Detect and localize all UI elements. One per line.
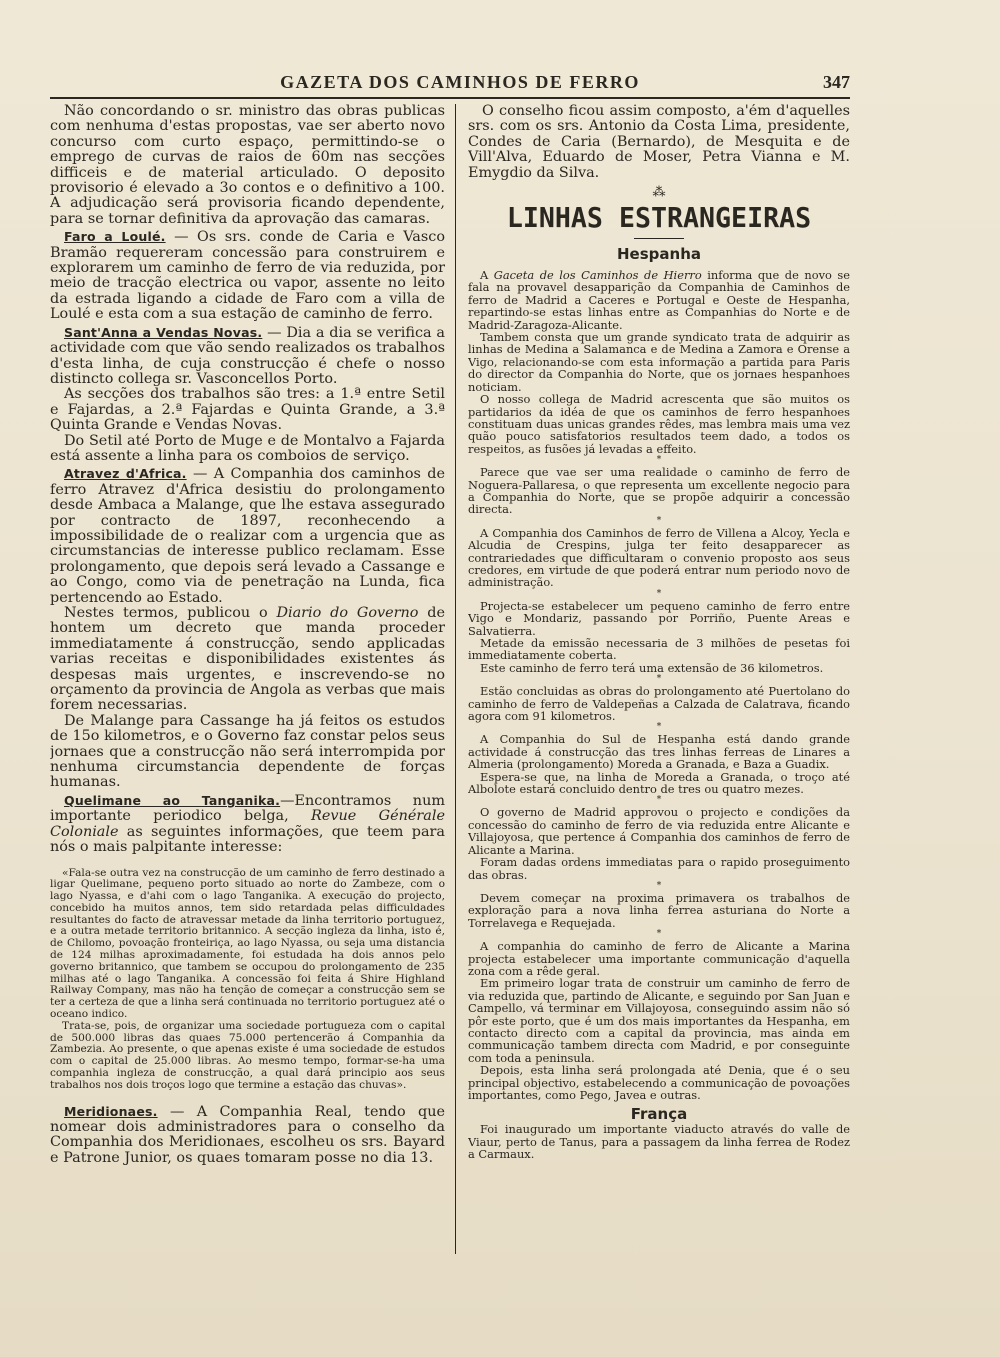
news-item: Espera-se que, na linha de Moreda a Granada, o troço até Albolote estará concluido dentro de tres ou quatro mezes. — [468, 769, 850, 797]
news-item: A Companhia do Sul de Hespanha está dando grande actividade á construcção das tres linhas ferreas de Linares a Almeria (prolongamento) Moreda a Granada, e Baza a Guadix. — [468, 732, 850, 772]
article-atravez: Atravez d'Africa. — A Companhia dos caminhos de ferro Atravez d'Africa desistiu do prolongamento desde Ambaca a Malange, que lhe estava assegurado por contracto de 1897, reconhecendo a impossibilidade de o realizar com a urgencia que as circumstancias de interesse publico reclamam. Esse prolongamento, que depois será levado a Cassange e ao Congo, como via de penetração na Lunda, fica pertencendo ao Estado. — [50, 466, 445, 606]
section-heading: Sant'Anna a Vendas Novas. — [64, 324, 263, 340]
news-item: A Companhia dos Caminhos de ferro de Villena a Alcoy, Yecla e Alcudia de Crespins, julga ter feito desapparecer as contrariedades que difficultaram o convenio proposto aos seus credores, em virtude de que poderá entrar num periodo novo de administração. — [468, 525, 850, 590]
news-item: O nosso collega de Madrid acrescenta que são muitos os partidarios da idéa de que os caminhos de ferro hespanhoes constituam duas unicas grandes rêdes, mas lembra mais uma vez quão pouco satisfatorios resultados teem dado, a todos os respeitos, as fusões já levadas a effeito. — [468, 392, 850, 456]
ornament-icon: ⁂ — [652, 185, 666, 201]
article-paragraph: As secções dos trabalhos são tres: a 1.ª entre Setil e Fajardas, a 2.ª Fajardas e Quinta Grande, a 3.ª Quinta Grande e Vendas Novas. — [50, 386, 445, 434]
article-meridionaes: Meridionaes. — A Companhia Real, tendo que nomear dois administradores para o conselho da Companhia dos Meridionaes, escolheu os srs. Bayard e Patrone Junior, os quaes tomaram posse no dia 13. — [50, 1103, 445, 1166]
section-title: LINHAS ESTRANGEIRAS — [506, 201, 812, 235]
quoted-text: Trata-se, pois, de organizar uma sociedade portugueza com o capital de 500.000 libras das quaes 75.000 pertencerão á Companhia da Zambezia. Ao presente, o que apenas existe é uma sociedade de estudos com o capital de 25.000 libras. Ao mesmo tempo, formar-se-ha uma companhia ingleza de construcção, a qual dará principio aos seus trabalhos nos dois troços logo que termine a estação das chuvas». — [50, 1019, 445, 1091]
header-rule — [50, 97, 850, 99]
news-item: Depois, esta linha será prolongada até Denia, que é o seu principal objectivo, estabelecendo a communicação de povoações importantes, como Pego, Javea e outras. — [468, 1063, 850, 1102]
news-item: Projecta-se estabelecer um pequeno caminho de ferro entre Vigo e Mondariz, passando por Porriño, Puente Areas e Salvatierra. — [468, 598, 850, 638]
title-rule — [634, 238, 684, 239]
news-item: Parece que vae ser uma realidade o caminho de ferro de Noguera-Pallaresa, o que representa um excellente negocio para a Companhia do Norte, que se propõe adquirir a concessão directa. — [468, 465, 850, 517]
article-paragraph: Nestes termos, publicou o Diario do Governo de hontem um decreto que manda proceder immediatamente á construcção, sendo applicadas varias receitas e disponibilidades existentes ás despesas mais urgentes, e inscrevendo-se no orçamento da provincia de Angola as verbas que mais forem necessarias. — [50, 605, 445, 714]
asterisk-separator: * — [656, 515, 662, 526]
asterisk-separator: * — [656, 722, 662, 733]
asterisk-separator: * — [656, 880, 662, 891]
section-heading: Atravez d'Africa. — [64, 466, 187, 482]
news-item: Metade da emissão necessaria de 3 milhões de pesetas foi immediatamente coberta. — [468, 636, 850, 663]
column-divider — [455, 104, 456, 1254]
asterisk-separator: * — [656, 929, 662, 940]
asterisk-separator: * — [656, 588, 662, 599]
news-item: Este caminho de ferro terá uma extensão de 36 kilometros. — [480, 660, 824, 675]
section-heading: Faro a Loulé. — [64, 229, 166, 245]
article-paragraph: O conselho ficou assim composto, a'ém d'aquelles srs. com os srs. Antonio da Costa Lima, presidente, Condes de Caria (Bernardo), de Mesquita e de Vill'Alva, Eduardo de Moser, Petra Vianna e M. Emygdio da Silva. — [468, 104, 850, 181]
news-item: A Gaceta de los Caminhos de Hierro informa que de novo se fala na provavel desapparição da Companhia de Caminhos de ferro de Madrid a Caceres e Portugal e Oeste de Hespanha, repartindo-se estas linhas entre as Companhias do Norte e de Madrid-Zaragoza-Alicante. — [468, 268, 850, 332]
left-column — [50, 104, 445, 1166]
asterisk-separator: * — [656, 795, 662, 806]
news-item: Foram dadas ordens immediatas para o rapido proseguimento das obras. — [468, 855, 850, 882]
section-heading: Quelimane ao Tanganika. — [64, 792, 281, 808]
news-item: Tambem consta que um grande syndicato trata de adquirir as linhas de Medina a Salamanca e de Medina a Zamora e Orense a Vigo, relacionando-se com esta informação a partida para Paris do director da Companhia do Norte, que os jornaes hespanhoes noticiam. — [468, 330, 850, 394]
right-column — [468, 104, 850, 1161]
news-item: O governo de Madrid approvou o projecto e condições da concessão do caminho de ferro de via reduzida entre Alicante e Villajoyosa, que pertence á Companhia dos caminhos de ferro de Alicante a Marina. — [468, 805, 850, 857]
asterisk-separator: * — [656, 455, 662, 466]
quoted-text: «Fala-se outra vez na construcção de um caminho de ferro destinado a ligar Quelimane, pequeno porto situado ao norte do Zambeze, com o lago Nyassa, e d'ahi com o lago Tanganika. A execução do projecto, concebido ha muitos annos, tem sido retardada pelas difficuldades resultantes do facto de atravessar metade da linha territorio portuguez, e a outra metade territorio britannico. A secção ingleza da linha, isto é, de Chilomo, povoação fronteiriça, ao lago Nyassa, ou seja uma distancia de 124 milhas aproximadamente, foi estudada ha dois annos pelo governo britannico, que tambem se occupou do prolongamento de 235 milhas até o lago Tanganika. A concessão foi feita á Shire Highland Railway Company, mas não ha tenção de começar a construcção sem se ter a certeza de que a linha será continuada no territorio portuguez até o oceano indico. — [50, 866, 445, 1021]
section-heading: Meridionaes. — [64, 1103, 158, 1119]
page-header-title: GAZETA DOS CAMINHOS DE FERRO — [280, 72, 640, 92]
asterisk-separator: * — [656, 674, 662, 685]
article-paragraph: De Malange para Cassange ha já feitos os estudos de 15o kilometros, e o Governo faz constar pelos seus jornaes que a construcção não será interrompida por nenhuma circumstancia dependente de forças humanas. — [50, 712, 445, 791]
article-santanna: Sant'Anna a Vendas Novas. — Dia a dia se verifica a actividade com que vão sendo realizados os trabalhos d'esta linha, de cuja construcção é chefe o nosso distincto collega sr. Vasconcellos Porto. — [50, 324, 445, 387]
article-quelimane: Quelimane ao Tanganika.—Encontramos num importante periodico belga, Revue Générale Coloniale as seguintes informações, que teem para nós o mais palpitante interesse: — [50, 792, 445, 856]
article-faro: Faro a Loulé. — Os srs. conde de Caria e Vasco Bramão requereram concessão para construirem e explorarem um caminho de ferro de via reduzida, por meio de tracção electrica ou vapor, assente no leito da estrada ligando a cidade de Faro com a villa de Loulé e esta com a sua estação de caminho de ferro. — [50, 229, 445, 323]
page-number: 347 — [823, 72, 850, 92]
country-heading: Hespanha — [617, 245, 701, 264]
news-item: Foi inaugurado um importante viaducto através do valle de Viaur, perto de Tanus, para a passagem da linha ferrea de Rodez a Carmaux. — [468, 1122, 850, 1161]
news-item: A companhia do caminho de ferro de Alicante a Marina projecta estabelecer uma importante communicação d'aquella zona com a rêde geral. — [468, 939, 850, 978]
news-item: Estão concluidas as obras do prolongamento até Puertolano do caminho de ferro de Valdepeñas a Calzada de Calatrava, ficando agora com 91 kilometros. — [468, 684, 850, 724]
news-item: Em primeiro logar trata de construir um caminho de ferro de via reduzida que, partindo de Alicante, e seguindo por San Juan e Campello, vá terminar em Villajoyosa, conseguindo assim não só pôr este porto, que é um dos mais importantes da Hespanha, em contacto directo com a capital da provincia, mas ainda em communicação tambem directa com Madrid, e por conseguinte com toda a peninsula. — [468, 976, 850, 1065]
news-item: Devem começar na proxima primavera os trabalhos de exploração para a nova linha ferrea asturiana do Norte a Torrelavega e Requejada. — [468, 890, 850, 930]
article-paragraph: Do Setil até Porto de Muge e de Montalvo a Fajarda está assente a linha para os comboios de serviço. — [50, 432, 445, 464]
article-paragraph: Não concordando o sr. ministro das obras publicas com nenhuma d'estas propostas, vae ser aberto novo concurso com curto espaço, permittindo-se o emprego de curvas de raios de 60m nas secções difficeis e de material articulado. O deposito provisorio é elevado a 3o contos e o definitivo a 100. A adjudicação será provisoria ficando dependente, para se tornar definitiva da aprovação das camaras. — [50, 104, 445, 227]
country-heading: França — [630, 1105, 688, 1124]
